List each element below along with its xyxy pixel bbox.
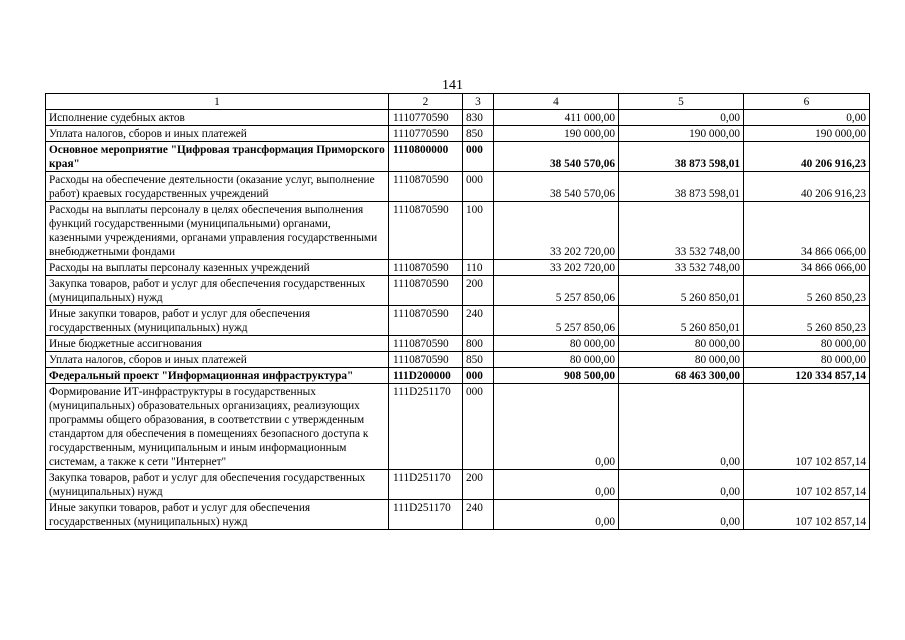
table-row — [46, 368, 870, 384]
row-value-col4: 0,00 — [494, 470, 619, 500]
table-row — [46, 306, 870, 336]
row-value-col4: 38 540 570,06 — [494, 142, 619, 172]
row-name: Расходы на выплаты персоналу казенных учреждений — [46, 260, 389, 276]
header-cell: 6 — [744, 94, 870, 110]
row-value-col5: 68 463 300,00 — [619, 368, 744, 384]
header-cell: 4 — [494, 94, 619, 110]
row-code: 1110800000 — [389, 142, 463, 172]
row-name: Иные закупки товаров, работ и услуг для обеспечения государственных (муниципальных) нужд — [46, 306, 389, 336]
row-vr: 240 — [463, 500, 494, 530]
table-row — [46, 126, 870, 142]
table-row — [46, 500, 870, 530]
row-name: Иные закупки товаров, работ и услуг для обеспечения государственных (муниципальных) нужд — [46, 500, 389, 530]
table-row — [46, 172, 870, 202]
table-row — [46, 336, 870, 352]
row-value-col6: 5 260 850,23 — [744, 276, 870, 306]
row-value-col6: 120 334 857,14 — [744, 368, 870, 384]
row-value-col6: 5 260 850,23 — [744, 306, 870, 336]
row-value-col6: 107 102 857,14 — [744, 470, 870, 500]
row-value-col6: 107 102 857,14 — [744, 384, 870, 470]
row-name: Уплата налогов, сборов и иных платежей — [46, 126, 389, 142]
row-name: Основное мероприятие "Цифровая трансформация Приморского края" — [46, 142, 389, 172]
row-vr: 100 — [463, 202, 494, 260]
table-row — [46, 352, 870, 368]
row-value-col5: 0,00 — [619, 384, 744, 470]
row-code: 111D251170 — [389, 470, 463, 500]
row-value-col6: 34 866 066,00 — [744, 202, 870, 260]
row-value-col4: 190 000,00 — [494, 126, 619, 142]
row-value-col4: 33 202 720,00 — [494, 202, 619, 260]
budget-table — [45, 93, 870, 530]
row-value-col5: 190 000,00 — [619, 126, 744, 142]
row-name: Иные бюджетные ассигнования — [46, 336, 389, 352]
row-value-col5: 33 532 748,00 — [619, 202, 744, 260]
row-value-col6: 80 000,00 — [744, 336, 870, 352]
row-value-col5: 5 260 850,01 — [619, 276, 744, 306]
row-value-col6: 40 206 916,23 — [744, 172, 870, 202]
row-value-col4: 0,00 — [494, 500, 619, 530]
row-vr: 800 — [463, 336, 494, 352]
row-name: Федеральный проект "Информационная инфраструктура" — [46, 368, 389, 384]
table-row — [46, 276, 870, 306]
row-code: 1110870590 — [389, 202, 463, 260]
row-name: Уплата налогов, сборов и иных платежей — [46, 352, 389, 368]
row-code: 1110870590 — [389, 172, 463, 202]
row-vr: 000 — [463, 142, 494, 172]
row-value-col4: 80 000,00 — [494, 352, 619, 368]
table-row — [46, 202, 870, 260]
row-code: 111D251170 — [389, 500, 463, 530]
row-value-col5: 80 000,00 — [619, 352, 744, 368]
table-row — [46, 260, 870, 276]
row-value-col6: 0,00 — [744, 110, 870, 126]
row-code: 1110870590 — [389, 306, 463, 336]
row-vr: 830 — [463, 110, 494, 126]
row-value-col5: 80 000,00 — [619, 336, 744, 352]
row-value-col5: 0,00 — [619, 110, 744, 126]
row-value-col4: 5 257 850,06 — [494, 306, 619, 336]
row-vr: 110 — [463, 260, 494, 276]
row-value-col4: 411 000,00 — [494, 110, 619, 126]
header-cell: 5 — [619, 94, 744, 110]
row-code: 1110870590 — [389, 260, 463, 276]
row-name: Закупка товаров, работ и услуг для обеспечения государственных (муниципальных) нужд — [46, 470, 389, 500]
row-vr: 240 — [463, 306, 494, 336]
table-row — [46, 142, 870, 172]
row-name: Формирование ИТ-инфраструктуры в государственных (муниципальных) образовательных организациях, реализующих программы общего образования, в соответствии с утвержденным стандартом для обеспечения в помещениях безопасного доступа к государственным, муниципальным и иным информационным системам, а также к сети "Интернет" — [46, 384, 389, 470]
row-value-col6: 107 102 857,14 — [744, 500, 870, 530]
row-value-col5: 0,00 — [619, 470, 744, 500]
table-header-row — [46, 94, 870, 110]
row-vr: 850 — [463, 126, 494, 142]
row-vr: 200 — [463, 470, 494, 500]
page-number: 141 — [442, 78, 463, 93]
table-row — [46, 384, 870, 470]
row-value-col4: 0,00 — [494, 384, 619, 470]
row-value-col4: 80 000,00 — [494, 336, 619, 352]
row-vr: 000 — [463, 368, 494, 384]
row-vr: 000 — [463, 172, 494, 202]
row-value-col5: 5 260 850,01 — [619, 306, 744, 336]
row-value-col5: 33 532 748,00 — [619, 260, 744, 276]
row-value-col5: 38 873 598,01 — [619, 172, 744, 202]
row-value-col6: 80 000,00 — [744, 352, 870, 368]
row-name: Закупка товаров, работ и услуг для обеспечения государственных (муниципальных) нужд — [46, 276, 389, 306]
row-code: 1110770590 — [389, 110, 463, 126]
row-code: 1110870590 — [389, 276, 463, 306]
row-name: Расходы на обеспечение деятельности (оказание услуг, выполнение работ) краевых государственных учреждений — [46, 172, 389, 202]
header-cell: 2 — [389, 94, 463, 110]
row-value-col4: 38 540 570,06 — [494, 172, 619, 202]
row-value-col6: 40 206 916,23 — [744, 142, 870, 172]
row-name: Расходы на выплаты персоналу в целях обеспечения выполнения функций государственными (муниципальными) органами, казенными учреждениями, органами управления государственными внебюджетными фондами — [46, 202, 389, 260]
row-value-col4: 5 257 850,06 — [494, 276, 619, 306]
row-value-col4: 33 202 720,00 — [494, 260, 619, 276]
header-cell: 1 — [46, 94, 389, 110]
row-code: 1110870590 — [389, 336, 463, 352]
row-value-col5: 0,00 — [619, 500, 744, 530]
row-value-col5: 38 873 598,01 — [619, 142, 744, 172]
row-code: 111D251170 — [389, 384, 463, 470]
table-row — [46, 470, 870, 500]
row-vr: 000 — [463, 384, 494, 470]
row-name: Исполнение судебных актов — [46, 110, 389, 126]
row-vr: 200 — [463, 276, 494, 306]
header-cell: 3 — [463, 94, 494, 110]
row-code: 111D200000 — [389, 368, 463, 384]
row-code: 1110770590 — [389, 126, 463, 142]
row-value-col4: 908 500,00 — [494, 368, 619, 384]
table-row — [46, 110, 870, 126]
row-value-col6: 190 000,00 — [744, 126, 870, 142]
row-code: 1110870590 — [389, 352, 463, 368]
row-vr: 850 — [463, 352, 494, 368]
row-value-col6: 34 866 066,00 — [744, 260, 870, 276]
